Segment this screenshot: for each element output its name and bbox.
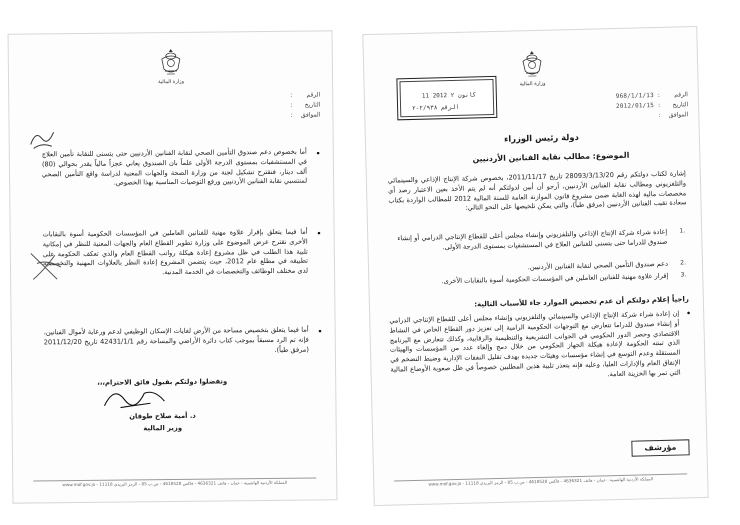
bullet-marker: •: [315, 149, 321, 160]
meta-corresponding: الموافق:: [290, 111, 321, 119]
demand-item-1: إعادة شراء شركة الإنتاج الإذاعي والتلفزيوني وإنشاء مجلس أعلى للقطاع الإنتاجي الدرامي أو إنشاء صندوق للدراما حتى يتسنى للفنانين العلاج في المستشفيات بمستوى الدرجة الأولى.: [397, 227, 668, 252]
signatory-name: د. أمية صلاح طوقان: [129, 411, 196, 421]
subject-line: الموضوع: مطالب نقابة الفنانين الأردنيين: [472, 150, 630, 164]
paragraph-health-insurance: أما بخصوص دعم صندوق التأمين الصحي لنقابة الفنانين الأردنيين حتى يتسنى للنقابة تأمين العلاج في المستشفيات بمستوى الدرجة الأولى علماً بان الصندوق يعاني عجزاً مالياً يقدر بحوالي (80) ألف دينار، فنقترح تشكيل لجنة من وزارة الصحة والجهات المعنية لدراسة واقع التأمين الصحي لمنتسبي نقابة الفنانين الأردنيين ورفع التوصيات المناسبة بهذا الخصوص.: [41, 147, 308, 188]
item-number: 1.: [679, 227, 686, 235]
bullet-marker: •: [317, 327, 323, 338]
addressee: دولة رئيس الوزراء: [503, 131, 579, 144]
closing-salutation: وتفضلوا دولتكم بقبول فائق الاحترام،،،: [97, 377, 228, 387]
letter-page-1: [362, 26, 708, 506]
intro-paragraph: إشارة لكتاب دولتكم رقم 28093/3/13/20 تاريخ 2011/11/17، بخصوص شركة الإنتاج الإذاعي والسينمائي والتلفزيوني ومطالب نقابة الفنانين الأردنيين، أرجو أن أبين لدولتكم أنه لم يتم الأخذ بعين الاعتبار رصد أي مخصصات مالية لهذه الغاية ضمن مشروع قانون الموازنة العامة للسنة المالية 2012 للمطالب الواردة بكتاب سعادة نقيب الفنانين الأردنيين (مرفق طياً)، والتي يمكن تلخيصها على النحو التالي:: [387, 169, 687, 213]
archived-stamp: مؤرشف: [631, 439, 689, 456]
meta-number: الرقم:968/1/1/13: [615, 91, 688, 100]
meta-date: التاريخ:2012/01/15: [615, 101, 689, 110]
demand-item-2: دعم صندوق التأمين الصحي لنقابة الفنانين الأردنيين.: [527, 259, 669, 272]
stamp-number: الرقم ۲/۹۳۸-۲: [412, 103, 460, 112]
ministry-caption: وزارة المالية: [519, 80, 546, 88]
page-footer: المملكة الأردنية الهاشمية - عمان - هاتف 4636321 - فاكس 4618528 - ص.ب 85 - الرمز البريدي 11118 - www.mof.gov.jo: [428, 476, 654, 487]
meta-number: الرقم:: [290, 91, 321, 99]
paragraph-land-allocation: أما فيما يتعلق بتخصيص مساحة من الأرض لغايات الإسكان الوظيفي لدعم ورعاية لأموال الفنانين، فإنه تم الرد مسبقاً بموجب كتاب دائرة الأراضي والمساحة رقم 42431/1/1 تاريخ 2011/12/20 (مرفق طياً).: [43, 325, 309, 354]
item-number: 2.: [680, 259, 687, 267]
meta-corresponding: الموافق:: [658, 111, 689, 119]
incoming-mail-stamp: [396, 76, 497, 120]
letter-page-2: [8, 30, 338, 503]
demand-item-3: إقرار علاوة مهنية للفنانين العاملين في المؤسسات الحكومية أسوة بالنقابات الأخرى.: [441, 271, 669, 286]
bullet-marker: •: [685, 309, 692, 320]
item-number: 3.: [680, 271, 687, 279]
bullet-marker: •: [316, 229, 322, 240]
reasons-paragraph: إن إعادة شراء شركة الإنتاج الإذاعي والسينمائي والتلفزيوني وإنشاء مجلس أعلى للقطاع الإنتاجي الدرامي أو إنشاء صندوق للدراما تتعارض مع التوجهات الحكومية الرامية إلى تعزيز دور القطاع الخاص في النشاط الاقتصادي وحصر الدور الحكومي في الجوانب التشريعية والتنظيمية والرقابية، وكذلك تتعارض مع البرنامج الذي تبنته الحكومة لإعادة هيكلة الجهاز الحكومي من خلال دمج وإلغاء عدد من المؤسسات والهيئات المستقلة وعدم التوسع في إنشاء مؤسسات وهيئات جديدة بهدف تقليل النفقات الإدارية وضبط التضخم في الإنفاق العام والإدارات العليا، وعليه فإنه يتعذر تلبية هذين المطلبين خصوصاً في ظل صعوبة الأوضاع المالية التي تمر بها الخزينة العامة.: [389, 309, 681, 379]
reasons-heading: راجياً إعلام دولتكم أن عدم تخصيص الموارد جاء للأسباب التالية:: [474, 295, 689, 309]
paragraph-professional-allowance: أما فيما يتعلق بإقرار علاوة مهنية للفنانين العاملين في المؤسسات الحكومية أسوة بالنقابات الأخرى نقترح عرض الموضوع على وزارة تطوير القطاع العام والجهات المعنية للنظر في إمكانية تلبية هذا الطلب في ظل مشروع إعادة هيكلة رواتب القطاع العام والذي تعكف الحكومة على تطبيقه في مطلع عام 2012، حيث يتضمن المشروع إعادة النظر بالعلاوات المهنية والتخصصية لدى مختلف الوظائف والتخصصات في الخدمة المدنية.: [42, 227, 309, 277]
signatory-title: وزير المالية: [143, 423, 183, 433]
page-footer: المملكة الأردنية الهاشمية - عمان - هاتف 4636321 - فاكس 4618528 - ص.ب 85 - الرمز البريدي 11118 - www.mof.gov.jo: [62, 479, 288, 488]
meta-date: التاريخ:: [290, 101, 321, 109]
stamp-date: 11 كانون ٢ 2012: [421, 91, 477, 100]
ministry-caption: وزارة المالية: [158, 78, 185, 86]
jordan-coat-of-arms-icon: [159, 47, 183, 77]
jordan-coat-of-arms-icon: [520, 49, 545, 80]
handwritten-margin-mark-icon: [27, 249, 67, 287]
